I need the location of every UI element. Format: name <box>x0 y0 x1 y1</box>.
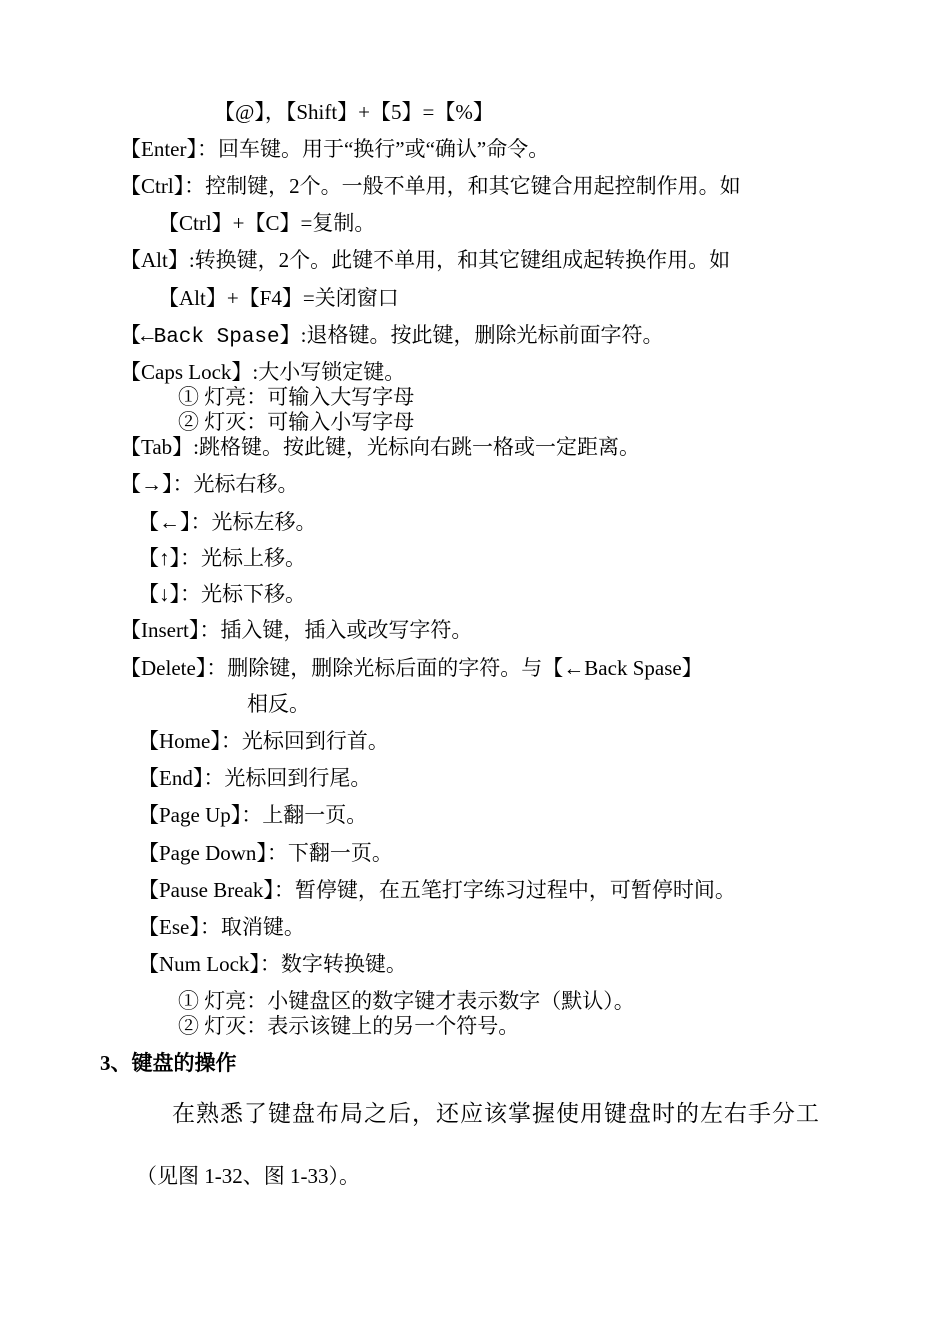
alt-example-line: 【Alt】+【F4】=关闭窗口 <box>158 286 399 310</box>
backspace-key-line <box>120 322 663 351</box>
caps-on-line: ① 灯亮：可输入大写字母 <box>178 385 415 409</box>
down-arrow-line: 【↓】：光标下移。 <box>138 582 306 606</box>
num-off-line: ② 灯灭：表示该键上的另一个符号。 <box>178 1014 520 1038</box>
enter-key-line: 【Enter】：回车键。用于“换行”或“确认”命令。 <box>120 137 550 161</box>
pause-break-key-line: 【Pause Break】：暂停键，在五笔打字练习过程中，可暂停时间。 <box>138 878 736 902</box>
caps-off-line: ② 灯灭：可输入小写字母 <box>178 410 415 434</box>
backspace-key-label: 【←Back Spase】 <box>120 326 301 349</box>
alt-key-line: 【Alt】:转换键，2个。此键不单用，和其它键组成起转换作用。如 <box>120 248 731 272</box>
delete-key-line: 【Delete】：删除键，删除光标后面的字符。与【←Back Spase】 <box>120 656 703 680</box>
body-paragraph-line-2: （见图 1-32、图 1-33）。 <box>136 1164 360 1188</box>
right-arrow-line: 【→】：光标右移。 <box>120 472 299 496</box>
tab-key-line: 【Tab】:跳格键。按此键，光标向右跳一格或一定距离。 <box>120 435 641 459</box>
left-arrow-line: 【←】：光标左移。 <box>138 510 317 534</box>
home-key-line: 【Home】：光标回到行首。 <box>138 729 389 753</box>
page-down-key-line: 【Page Down】：下翻一页。 <box>138 841 393 865</box>
ctrl-key-line: 【Ctrl】：控制键，2个。一般不单用，和其它键合用起控制作用。如 <box>120 174 741 198</box>
up-arrow-line: 【↑】：光标上移。 <box>138 546 306 570</box>
at-sign-line: 【@】，【Shift】+【5】=【%】 <box>214 100 494 124</box>
page-up-key-line: 【Page Up】：上翻一页。 <box>138 803 368 827</box>
ctrl-example-line: 【Ctrl】+【C】=复制。 <box>158 211 376 235</box>
end-key-line: 【End】：光标回到行尾。 <box>138 766 372 790</box>
body-paragraph-line-1: 在熟悉了键盘布局之后，还应该掌握使用键盘时的左右手分工 <box>172 1101 820 1126</box>
backspace-key-desc: :退格键。按此键，删除光标前面字符。 <box>300 323 664 347</box>
num-lock-key-line: 【Num Lock】：数字转换键。 <box>138 952 407 976</box>
ese-key-line: 【Ese】：取消键。 <box>138 915 305 939</box>
insert-key-line: 【Insert】：插入键，插入或改写字符。 <box>120 618 473 642</box>
delete-key-cont: 相反。 <box>247 692 310 716</box>
num-on-line: ① 灯亮：小键盘区的数字键才表示数字（默认）。 <box>178 989 635 1013</box>
section-heading: 3、键盘的操作 <box>100 1051 237 1075</box>
caps-lock-line: 【Caps Lock】:大小写锁定键。 <box>120 360 406 384</box>
